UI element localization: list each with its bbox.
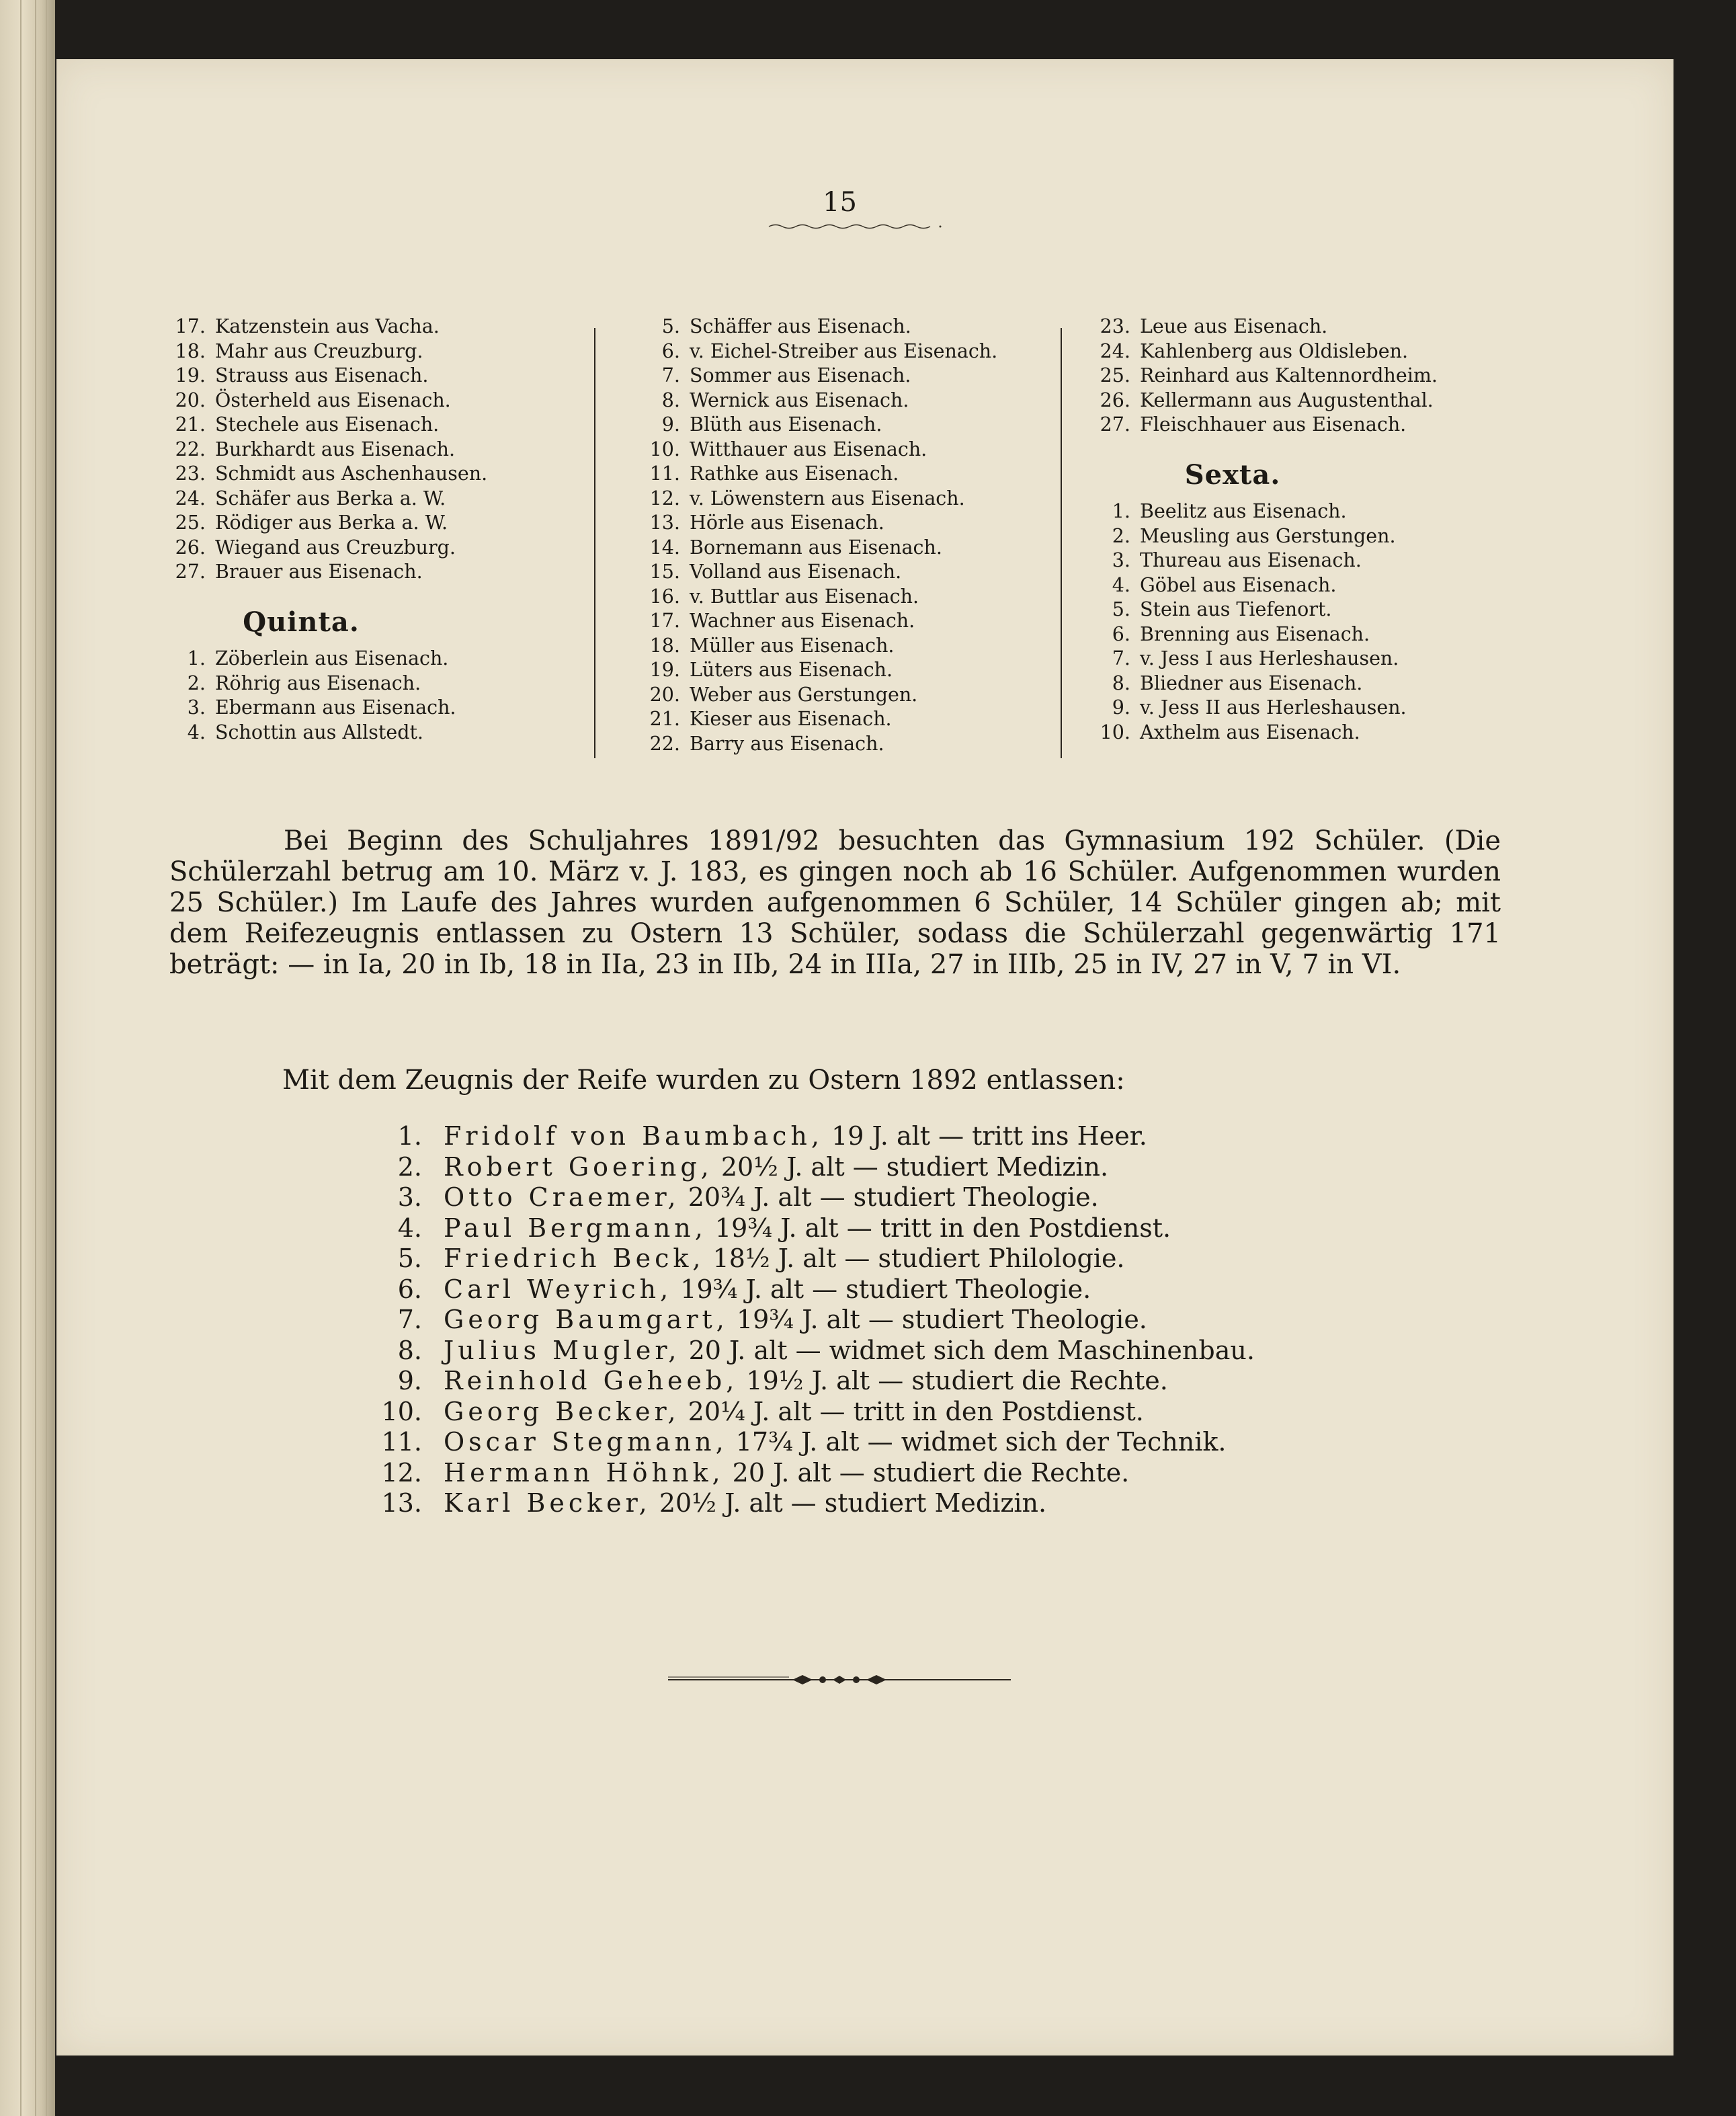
list-item-number: 19. xyxy=(649,659,680,681)
graduate-details: 20 J. alt — widmet sich dem Maschinenbau. xyxy=(680,1335,1255,1365)
graduate-entry xyxy=(372,1121,1255,1152)
list-item-text: Lüters aus Eisenach. xyxy=(690,659,893,681)
list-item xyxy=(1085,524,1438,549)
list-item-number: 21. xyxy=(649,708,680,730)
list-item xyxy=(634,585,997,610)
graduate-number: 5. xyxy=(397,1244,422,1273)
list-item-number: 2. xyxy=(1112,524,1130,547)
list-item xyxy=(160,315,487,339)
list-item-text: Schäffer aus Eisenach. xyxy=(690,315,911,337)
list-item-text: v. Eichel-Streiber aus Eisenach. xyxy=(690,339,998,362)
section-title-quinta: Quinta. xyxy=(243,606,360,638)
graduate-entry xyxy=(372,1152,1255,1183)
list-item-text: v. Löwenstern aus Eisenach. xyxy=(690,487,965,510)
list-item-number: 21. xyxy=(175,413,206,436)
list-item-number: 18. xyxy=(175,339,206,362)
list-item-text: Blüth aus Eisenach. xyxy=(690,413,882,436)
graduate-entry xyxy=(372,1488,1255,1519)
list-item xyxy=(634,413,997,438)
list-item xyxy=(634,707,997,732)
list-item-text: Brenning aus Eisenach. xyxy=(1140,622,1370,645)
end-ornament xyxy=(668,1672,1011,1687)
list-item-number: 13. xyxy=(649,512,680,534)
list-item xyxy=(634,487,997,512)
graduate-entry xyxy=(372,1458,1255,1489)
list-item-number: 27. xyxy=(1100,413,1130,436)
list-item-number: 14. xyxy=(649,536,680,559)
list-item-number: 27. xyxy=(175,561,206,583)
graduate-details: 20¼ J. alt — tritt in den Postdienst. xyxy=(679,1396,1144,1426)
list-item-text: Witthauer aus Eisenach. xyxy=(690,438,927,460)
list-item-number: 3. xyxy=(1112,549,1130,571)
list-item xyxy=(1085,315,1438,339)
list-item-number: 7. xyxy=(661,364,680,386)
list-item-text: v. Jess II aus Herleshausen. xyxy=(1140,696,1407,719)
list-item-text: Meusling aus Gerstungen. xyxy=(1140,524,1396,547)
list-item-text: Wachner aus Eisenach. xyxy=(690,610,915,632)
list-item-number: 8. xyxy=(1112,672,1130,694)
list-item-number: 4. xyxy=(1112,573,1130,596)
graduate-details: 19½ J. alt — studiert die Rechte. xyxy=(738,1366,1168,1395)
list-item-number: 26. xyxy=(1100,389,1130,411)
list-item xyxy=(160,647,487,672)
list-item-number: 20. xyxy=(175,389,206,411)
list-item xyxy=(160,536,487,561)
graduate-details: 19¾ J. alt — studiert Theologie. xyxy=(728,1305,1147,1334)
list-item xyxy=(160,672,487,696)
list-item-text: Sommer aus Eisenach. xyxy=(690,364,911,386)
list-item-text: Wernick aus Eisenach. xyxy=(690,389,909,411)
graduate-number: 13. xyxy=(381,1488,422,1518)
list-item-number: 23. xyxy=(175,462,206,485)
graduate-details: 19¾ J. alt — studiert Theologie. xyxy=(672,1274,1091,1304)
list-item-number: 25. xyxy=(1100,364,1130,386)
list-item xyxy=(634,536,997,561)
list-item-text: Reinhard aus Kaltennordheim. xyxy=(1140,364,1438,386)
list-item xyxy=(1085,622,1438,647)
list-item-number: 17. xyxy=(175,315,206,337)
column-middle xyxy=(634,315,997,756)
list-item-number: 17. xyxy=(649,610,680,632)
list-item-text: Burkhardt aus Eisenach. xyxy=(215,438,456,460)
paragraph-text: Bei Beginn des Schuljahres 1891/92 besuchten das Gymnasium 192 Schüler. (Die Schülerzahl betrug am 10. März v. J. 183, es gingen noch ab 16 Schüler. Aufgenommen wurden 25 Schüler.) Im Laufe des Jahres wurden aufgenommen 6 Schüler, 14 Schüler gingen ab; mit dem Reifezeugnis entlassen zu Ostern 13 Schüler, sodass die Schülerzahl gegenwärtig 171 beträgt: — in Ia, 20 in Ib, 18 in IIa, 23 in IIb, 24 in IIIa, 27 in IIIb, 25 in IV, 27 in V, 7 in VI. xyxy=(169,825,1501,980)
list-item-text: Zöberlein aus Eisenach. xyxy=(215,647,449,669)
list-item xyxy=(634,658,997,683)
page-number: 15 xyxy=(823,187,857,218)
list-item xyxy=(634,683,997,708)
graduate-number: 6. xyxy=(397,1274,422,1304)
list-item xyxy=(634,732,997,757)
list-item xyxy=(160,560,487,585)
list-item-text: Leue aus Eisenach. xyxy=(1140,315,1328,337)
list-item-number: 20. xyxy=(649,683,680,706)
list-item xyxy=(160,462,487,487)
list-item xyxy=(634,462,997,487)
graduate-details: 20½ J. alt — studiert Medizin. xyxy=(712,1151,1109,1182)
list-item-number: 7. xyxy=(1112,647,1130,669)
list-item xyxy=(634,634,997,659)
graduate-number: 1. xyxy=(397,1121,422,1151)
list-item xyxy=(634,609,997,634)
graduate-name: Oscar Stegmann, xyxy=(444,1427,728,1457)
list-item-number: 24. xyxy=(175,487,206,510)
graduate-name: Hermann Höhnk, xyxy=(444,1457,725,1488)
list-item xyxy=(1085,672,1438,696)
list-item-text: Hörle aus Eisenach. xyxy=(690,512,884,534)
graduate-name: Reinhold Geheeb, xyxy=(444,1366,739,1395)
list-item-number: 9. xyxy=(1112,696,1130,719)
page-edge-line xyxy=(20,0,22,2116)
graduate-number: 2. xyxy=(397,1151,422,1182)
graduate-entry xyxy=(372,1274,1255,1305)
list-item-number: 25. xyxy=(175,512,206,534)
graduate-number: 7. xyxy=(397,1305,422,1334)
graduate-name: Fridolf von Baumbach, xyxy=(444,1121,823,1151)
graduate-entry xyxy=(372,1427,1255,1458)
list-item xyxy=(634,560,997,585)
list-item-text: Rödiger aus Berka a. W. xyxy=(215,512,448,534)
graduate-entry xyxy=(372,1244,1255,1274)
column-left xyxy=(160,315,487,745)
list-item xyxy=(160,438,487,462)
list-item-text: Kieser aus Eisenach. xyxy=(690,708,892,730)
list-item-number: 16. xyxy=(649,585,680,608)
graduate-details: 20¾ J. alt — studiert Theologie. xyxy=(679,1182,1099,1212)
previous-page-edge xyxy=(0,0,55,2116)
list-item-text: Schäfer aus Berka a. W. xyxy=(215,487,446,510)
list-item-number: 22. xyxy=(649,732,680,755)
list-item-number: 19. xyxy=(175,364,206,386)
list-item-text: Kellermann aus Augustenthal. xyxy=(1140,389,1434,411)
list-item xyxy=(1085,721,1438,745)
page-number-ornament xyxy=(755,223,957,230)
sexta-list xyxy=(1085,499,1438,745)
list-item-number: 8. xyxy=(661,389,680,411)
list-item xyxy=(160,487,487,512)
graduate-name: Friedrich Beck, xyxy=(444,1244,705,1273)
list-item xyxy=(160,413,487,438)
list-item-text: Röhrig aus Eisenach. xyxy=(215,672,421,694)
list-item xyxy=(1085,696,1438,721)
list-item-text: Mahr aus Creuzburg. xyxy=(215,339,423,362)
graduate-number: 11. xyxy=(381,1427,422,1457)
section-title-sexta: Sexta. xyxy=(1184,458,1281,491)
graduate-name: Julius Mugler, xyxy=(444,1335,681,1365)
list-item-number: 3. xyxy=(187,696,206,719)
list-item-text: Göbel aus Eisenach. xyxy=(1140,573,1337,596)
list-item-text: Beelitz aus Eisenach. xyxy=(1140,500,1347,522)
graduate-entry xyxy=(372,1305,1255,1336)
column-middle-list xyxy=(634,315,997,756)
graduate-entry xyxy=(372,1336,1255,1367)
list-item-number: 4. xyxy=(187,721,206,743)
graduate-name: Otto Craemer, xyxy=(444,1182,680,1212)
list-item-text: Stechele aus Eisenach. xyxy=(215,413,440,436)
list-item xyxy=(1085,413,1438,438)
graduate-number: 12. xyxy=(381,1457,422,1488)
list-item-text: Katzenstein aus Vacha. xyxy=(215,315,440,337)
page-sheet xyxy=(56,59,1673,2056)
list-item xyxy=(1085,598,1438,622)
list-item-number: 5. xyxy=(1112,598,1130,620)
graduate-entry xyxy=(372,1182,1255,1213)
list-item-text: Schmidt aus Aschenhausen. xyxy=(215,462,488,485)
list-item xyxy=(634,339,997,364)
column-right-list xyxy=(1085,315,1438,438)
list-item-number: 12. xyxy=(649,487,680,510)
list-item-text: Brauer aus Eisenach. xyxy=(215,561,423,583)
graduate-number: 8. xyxy=(397,1335,422,1365)
list-item-number: 26. xyxy=(175,536,206,559)
list-item-text: Bornemann aus Eisenach. xyxy=(690,536,942,559)
list-item-number: 11. xyxy=(649,462,680,485)
page-edge-line xyxy=(46,0,47,2116)
list-item xyxy=(160,364,487,389)
list-item-number: 1. xyxy=(187,647,206,669)
list-item xyxy=(1085,364,1438,389)
list-item-number: 18. xyxy=(649,634,680,657)
graduate-entry xyxy=(372,1366,1255,1397)
list-item xyxy=(1085,647,1438,672)
list-item-text: v. Jess I aus Herleshausen. xyxy=(1140,647,1399,669)
list-item-number: 1. xyxy=(1112,500,1130,522)
list-item-text: Kahlenberg aus Oldisleben. xyxy=(1140,339,1409,362)
graduate-name: Robert Goering, xyxy=(444,1151,713,1182)
list-item-number: 10. xyxy=(649,438,680,460)
list-item-number: 5. xyxy=(661,315,680,337)
graduate-details: 20 J. alt — studiert die Rechte. xyxy=(724,1457,1130,1488)
enrollment-paragraph xyxy=(169,825,1501,980)
list-item-text: Müller aus Eisenach. xyxy=(690,634,895,657)
list-item-text: Wiegand aus Creuzburg. xyxy=(215,536,456,559)
list-item xyxy=(160,511,487,536)
graduate-name: Carl Weyrich, xyxy=(444,1274,673,1304)
list-item-text: Volland aus Eisenach. xyxy=(690,561,902,583)
list-item-number: 10. xyxy=(1100,721,1130,743)
list-item-text: Strauss aus Eisenach. xyxy=(215,364,429,386)
graduates-heading: Mit dem Zeugnis der Reife wurden zu Ostern 1892 entlassen: xyxy=(282,1065,1125,1096)
list-item-number: 6. xyxy=(1112,622,1130,645)
list-item xyxy=(160,696,487,721)
graduate-details: 18½ J. alt — studiert Philologie. xyxy=(704,1244,1125,1273)
list-item-number: 22. xyxy=(175,438,206,460)
graduate-details: 20½ J. alt — studiert Medizin. xyxy=(651,1488,1047,1518)
list-item xyxy=(634,364,997,389)
graduate-number: 3. xyxy=(397,1182,422,1212)
list-item xyxy=(1085,339,1438,364)
column-left-list xyxy=(160,315,487,585)
list-item-number: 9. xyxy=(661,413,680,436)
list-item-number: 24. xyxy=(1100,339,1130,362)
list-item xyxy=(160,721,487,745)
graduate-number: 10. xyxy=(381,1396,422,1426)
graduate-name: Paul Bergmann, xyxy=(444,1213,707,1243)
list-item xyxy=(1085,548,1438,573)
list-item-text: Ebermann aus Eisenach. xyxy=(215,696,456,719)
graduate-name: Georg Becker, xyxy=(444,1396,680,1426)
column-right xyxy=(1085,315,1438,745)
column-divider xyxy=(1061,328,1062,758)
list-item-text: Thureau aus Eisenach. xyxy=(1140,549,1362,571)
list-item-text: Österheld aus Eisenach. xyxy=(215,389,451,411)
graduate-number: 9. xyxy=(397,1366,422,1395)
list-item-number: 23. xyxy=(1100,315,1130,337)
graduate-entry xyxy=(372,1213,1255,1244)
list-item xyxy=(634,511,997,536)
page-edge-line xyxy=(35,0,36,2116)
graduate-details: 17¾ J. alt — widmet sich der Technik. xyxy=(727,1427,1227,1457)
column-divider xyxy=(594,328,595,758)
list-item xyxy=(634,315,997,339)
list-item xyxy=(634,438,997,462)
list-item xyxy=(634,389,997,413)
list-item xyxy=(1085,389,1438,413)
graduate-entry xyxy=(372,1397,1255,1428)
list-item-text: Barry aus Eisenach. xyxy=(690,732,884,755)
quinta-list xyxy=(160,647,487,745)
list-item-text: Fleischhauer aus Eisenach. xyxy=(1140,413,1407,436)
list-item xyxy=(160,389,487,413)
list-item-text: Axthelm aus Eisenach. xyxy=(1140,721,1360,743)
list-item xyxy=(160,339,487,364)
graduate-details: 19¾ J. alt — tritt in den Postdienst. xyxy=(706,1213,1171,1243)
list-item-text: Bliedner aus Eisenach. xyxy=(1140,672,1363,694)
list-item-text: v. Buttlar aus Eisenach. xyxy=(690,585,919,608)
list-item-number: 15. xyxy=(649,561,680,583)
list-item-text: Weber aus Gerstungen. xyxy=(690,683,918,706)
list-item-number: 6. xyxy=(661,339,680,362)
graduate-name: Georg Baumgart, xyxy=(444,1305,729,1334)
graduate-name: Karl Becker, xyxy=(444,1488,651,1518)
list-item-number: 2. xyxy=(187,672,206,694)
list-item-text: Schottin aus Allstedt. xyxy=(215,721,423,743)
list-item xyxy=(1085,499,1438,524)
list-item xyxy=(1085,573,1438,598)
list-item-text: Rathke aus Eisenach. xyxy=(690,462,899,485)
graduates-list xyxy=(372,1121,1255,1519)
list-item-text: Stein aus Tiefenort. xyxy=(1140,598,1332,620)
graduate-details: 19 J. alt — tritt ins Heer. xyxy=(823,1121,1147,1151)
graduate-number: 4. xyxy=(397,1213,422,1243)
